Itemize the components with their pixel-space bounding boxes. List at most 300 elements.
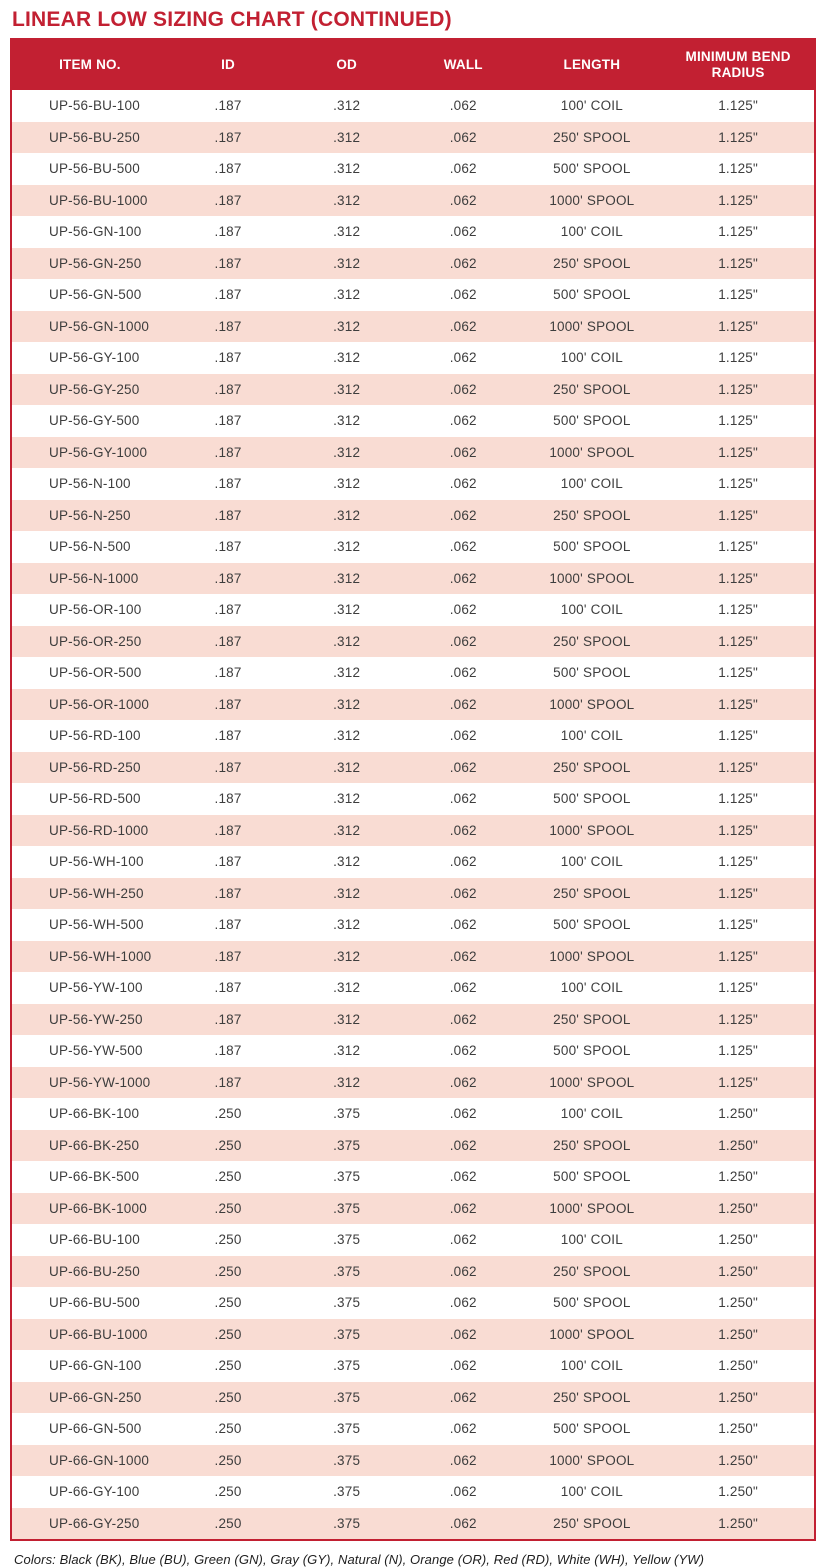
cell-radius: 1.250": [718, 1484, 758, 1500]
cell-length: 1000' SPOOL: [549, 822, 635, 838]
cell-length: 250' SPOOL: [553, 1389, 631, 1405]
cell-wall: .062: [449, 98, 477, 114]
cell-wall: .062: [449, 192, 477, 208]
cell-od: .375: [333, 1484, 361, 1500]
cell-length: 1000' SPOOL: [549, 318, 635, 334]
cell-radius: 1.125": [718, 759, 758, 775]
cell-od: .312: [333, 822, 361, 838]
cell-length: 1000' SPOOL: [549, 1326, 635, 1342]
cell-radius: 1.125": [718, 885, 758, 901]
cell-radius: 1.125": [718, 381, 758, 397]
cell-item: UP-56-BU-1000: [49, 192, 148, 208]
cell-wall: .062: [449, 1452, 477, 1468]
cell-item: UP-56-OR-1000: [49, 696, 150, 712]
cell-length: 100' COIL: [560, 602, 623, 618]
cell-length: 1000' SPOOL: [549, 1200, 635, 1216]
cell-wall: .062: [449, 413, 477, 429]
cell-id: .250: [214, 1484, 242, 1500]
cell-wall: .062: [449, 1358, 477, 1374]
cell-od: .312: [333, 381, 361, 397]
cell-item: UP-56-YW-100: [49, 980, 143, 996]
cell-id: .187: [214, 759, 242, 775]
table-row: [11, 1098, 815, 1130]
cell-id: .187: [214, 224, 242, 240]
table-row: [11, 1350, 815, 1382]
cell-length: 1000' SPOOL: [549, 696, 635, 712]
cell-length: 500' SPOOL: [553, 287, 631, 303]
table-row: [11, 311, 815, 343]
cell-id: .250: [214, 1515, 242, 1531]
cell-length: 1000' SPOOL: [549, 444, 635, 460]
table-row: [11, 1508, 815, 1541]
table-row: [11, 909, 815, 941]
cell-wall: .062: [449, 570, 477, 586]
cell-od: .312: [333, 413, 361, 429]
table-row: [11, 1319, 815, 1351]
cell-wall: .062: [449, 917, 477, 933]
cell-item: UP-66-GY-250: [49, 1515, 140, 1531]
cell-item: UP-66-BU-500: [49, 1295, 140, 1311]
sizing-table: [10, 38, 816, 1541]
cell-item: UP-56-WH-250: [49, 885, 144, 901]
cell-id: .250: [214, 1232, 242, 1248]
page-title: LINEAR LOW SIZING CHART (CONTINUED): [12, 8, 452, 31]
cell-wall: .062: [449, 161, 477, 177]
cell-length: 1000' SPOOL: [549, 1452, 635, 1468]
table-row: [11, 815, 815, 847]
cell-item: UP-56-YW-250: [49, 1011, 143, 1027]
cell-wall: .062: [449, 1043, 477, 1059]
table-header: [11, 39, 815, 90]
cell-id: .250: [214, 1295, 242, 1311]
cell-id: .250: [214, 1389, 242, 1405]
cell-od: .312: [333, 129, 361, 145]
cell-wall: .062: [449, 224, 477, 240]
cell-item: UP-56-RD-500: [49, 791, 141, 807]
cell-wall: .062: [449, 1137, 477, 1153]
cell-length: 100' COIL: [560, 1232, 623, 1248]
cell-item: UP-56-OR-100: [49, 602, 142, 618]
cell-od: .312: [333, 507, 361, 523]
cell-length: 100' COIL: [560, 224, 623, 240]
cell-item: UP-56-OR-250: [49, 633, 142, 649]
cell-id: .187: [214, 885, 242, 901]
cell-item: UP-66-BK-100: [49, 1106, 140, 1122]
cell-wall: .062: [449, 1169, 477, 1185]
cell-radius: 1.125": [718, 822, 758, 838]
cell-id: .187: [214, 350, 242, 366]
cell-wall: .062: [449, 633, 477, 649]
table-row: [11, 405, 815, 437]
cell-radius: 1.250": [718, 1232, 758, 1248]
cell-radius: 1.125": [718, 98, 758, 114]
table-row: [11, 185, 815, 217]
cell-od: .312: [333, 224, 361, 240]
cell-item: UP-66-BK-250: [49, 1137, 140, 1153]
cell-length: 250' SPOOL: [553, 885, 631, 901]
cell-length: 500' SPOOL: [553, 539, 631, 555]
cell-radius: 1.125": [718, 665, 758, 681]
table-row: [11, 90, 815, 122]
cell-id: .250: [214, 1358, 242, 1374]
table-row: [11, 122, 815, 154]
cell-length: 1000' SPOOL: [549, 570, 635, 586]
cell-radius: 1.125": [718, 570, 758, 586]
cell-id: .187: [214, 129, 242, 145]
cell-radius: 1.250": [718, 1358, 758, 1374]
cell-od: .312: [333, 980, 361, 996]
table-row: [11, 783, 815, 815]
table-row: [11, 1382, 815, 1414]
cell-radius: 1.250": [718, 1515, 758, 1531]
table-row: [11, 531, 815, 563]
cell-wall: .062: [449, 791, 477, 807]
cell-id: .187: [214, 539, 242, 555]
cell-od: .375: [333, 1389, 361, 1405]
cell-wall: .062: [449, 948, 477, 964]
cell-id: .187: [214, 1043, 242, 1059]
table-row: [11, 279, 815, 311]
table-row: [11, 972, 815, 1004]
cell-length: 250' SPOOL: [553, 633, 631, 649]
cell-item: UP-56-GY-100: [49, 350, 140, 366]
cell-item: UP-66-GY-100: [49, 1484, 140, 1500]
cell-id: .250: [214, 1169, 242, 1185]
cell-id: .250: [214, 1326, 242, 1342]
cell-radius: 1.125": [718, 980, 758, 996]
cell-wall: .062: [449, 1263, 477, 1279]
cell-wall: .062: [449, 1074, 477, 1090]
cell-od: .312: [333, 885, 361, 901]
cell-wall: .062: [449, 476, 477, 492]
cell-od: .312: [333, 1043, 361, 1059]
cell-radius: 1.250": [718, 1169, 758, 1185]
table-row: [11, 594, 815, 626]
cell-radius: 1.125": [718, 444, 758, 460]
cell-radius: 1.125": [718, 287, 758, 303]
cell-length: 100' COIL: [560, 1106, 623, 1122]
cell-id: .187: [214, 1074, 242, 1090]
cell-radius: 1.125": [718, 696, 758, 712]
cell-item: UP-56-GY-500: [49, 413, 140, 429]
cell-od: .312: [333, 728, 361, 744]
cell-length: 1000' SPOOL: [549, 192, 635, 208]
cell-item: UP-56-GN-1000: [49, 318, 150, 334]
cell-id: .187: [214, 665, 242, 681]
cell-od: .312: [333, 539, 361, 555]
cell-radius: 1.125": [718, 854, 758, 870]
cell-item: UP-56-GN-500: [49, 287, 142, 303]
cell-item: UP-66-BU-1000: [49, 1326, 148, 1342]
cell-length: 500' SPOOL: [553, 917, 631, 933]
cell-radius: 1.125": [718, 602, 758, 618]
cell-item: UP-56-RD-250: [49, 759, 141, 775]
cell-radius: 1.125": [718, 413, 758, 429]
cell-wall: .062: [449, 759, 477, 775]
cell-radius: 1.125": [718, 1043, 758, 1059]
cell-item: UP-56-GN-100: [49, 224, 142, 240]
cell-wall: .062: [449, 854, 477, 870]
cell-od: .375: [333, 1452, 361, 1468]
cell-od: .312: [333, 1074, 361, 1090]
cell-radius: 1.250": [718, 1421, 758, 1437]
cell-length: 100' COIL: [560, 98, 623, 114]
cell-length: 1000' SPOOL: [549, 1074, 635, 1090]
table-row: [11, 216, 815, 248]
cell-radius: 1.125": [718, 129, 758, 145]
table-row: [11, 563, 815, 595]
cell-wall: .062: [449, 381, 477, 397]
cell-radius: 1.250": [718, 1200, 758, 1216]
cell-item: UP-56-BU-250: [49, 129, 140, 145]
cell-length: 500' SPOOL: [553, 413, 631, 429]
cell-radius: 1.125": [718, 476, 758, 492]
cell-radius: 1.250": [718, 1326, 758, 1342]
column-header-od: OD: [288, 39, 405, 90]
cell-id: .187: [214, 444, 242, 460]
cell-wall: .062: [449, 318, 477, 334]
cell-od: .375: [333, 1137, 361, 1153]
cell-id: .187: [214, 255, 242, 271]
table-row: [11, 1035, 815, 1067]
cell-od: .312: [333, 255, 361, 271]
cell-length: 500' SPOOL: [553, 1295, 631, 1311]
cell-wall: .062: [449, 1389, 477, 1405]
cell-wall: .062: [449, 1326, 477, 1342]
table-row: [11, 689, 815, 721]
cell-id: .187: [214, 98, 242, 114]
cell-item: UP-56-OR-500: [49, 665, 142, 681]
cell-id: .187: [214, 381, 242, 397]
cell-radius: 1.125": [718, 192, 758, 208]
cell-length: 500' SPOOL: [553, 161, 631, 177]
cell-od: .312: [333, 602, 361, 618]
table-row: [11, 626, 815, 658]
table-row: [11, 1161, 815, 1193]
column-header-wall: WALL: [405, 39, 522, 90]
cell-length: 250' SPOOL: [553, 129, 631, 145]
cell-od: .375: [333, 1200, 361, 1216]
cell-item: UP-66-GN-250: [49, 1389, 142, 1405]
cell-radius: 1.125": [718, 318, 758, 334]
table-row: [11, 437, 815, 469]
cell-id: .187: [214, 948, 242, 964]
cell-id: .187: [214, 192, 242, 208]
cell-id: .250: [214, 1200, 242, 1216]
cell-od: .312: [333, 759, 361, 775]
cell-wall: .062: [449, 129, 477, 145]
table-row: [11, 468, 815, 500]
cell-od: .312: [333, 350, 361, 366]
cell-id: .187: [214, 287, 242, 303]
cell-od: .312: [333, 161, 361, 177]
cell-od: .375: [333, 1169, 361, 1185]
cell-od: .375: [333, 1358, 361, 1374]
cell-id: .250: [214, 1421, 242, 1437]
cell-od: .375: [333, 1232, 361, 1248]
cell-od: .312: [333, 476, 361, 492]
cell-item: UP-56-RD-1000: [49, 822, 149, 838]
cell-id: .187: [214, 602, 242, 618]
cell-item: UP-56-BU-500: [49, 161, 140, 177]
cell-length: 500' SPOOL: [553, 1169, 631, 1185]
column-header-item: ITEM NO.: [11, 39, 168, 90]
cell-od: .375: [333, 1263, 361, 1279]
table-row: [11, 1476, 815, 1508]
cell-wall: .062: [449, 1515, 477, 1531]
cell-length: 250' SPOOL: [553, 1263, 631, 1279]
cell-id: .250: [214, 1137, 242, 1153]
cell-length: 100' COIL: [560, 728, 623, 744]
cell-od: .312: [333, 791, 361, 807]
cell-id: .187: [214, 854, 242, 870]
cell-od: .312: [333, 948, 361, 964]
cell-od: .312: [333, 287, 361, 303]
cell-radius: 1.125": [718, 917, 758, 933]
cell-wall: .062: [449, 602, 477, 618]
cell-radius: 1.125": [718, 948, 758, 964]
table-body: [11, 90, 815, 1540]
cell-id: .187: [214, 318, 242, 334]
cell-item: UP-56-YW-500: [49, 1043, 143, 1059]
cell-od: .375: [333, 1421, 361, 1437]
cell-item: UP-66-BK-1000: [49, 1200, 147, 1216]
cell-od: .312: [333, 192, 361, 208]
table-row: [11, 342, 815, 374]
cell-wall: .062: [449, 1106, 477, 1122]
cell-id: .187: [214, 917, 242, 933]
cell-radius: 1.250": [718, 1452, 758, 1468]
table-row: [11, 1287, 815, 1319]
cell-length: 250' SPOOL: [553, 255, 631, 271]
table-row: [11, 657, 815, 689]
cell-od: .375: [333, 1515, 361, 1531]
cell-od: .312: [333, 1011, 361, 1027]
cell-length: 250' SPOOL: [553, 1515, 631, 1531]
colors-footnote: Colors: Black (BK), Blue (BU), Green (GN), Gray (GY), Natural (N), Orange (OR), Red (RD), White (WH), Yellow (YW): [14, 1552, 705, 1567]
cell-od: .375: [333, 1106, 361, 1122]
cell-item: UP-56-BU-100: [49, 98, 140, 114]
cell-length: 500' SPOOL: [553, 1421, 631, 1437]
cell-id: .250: [214, 1263, 242, 1279]
table-row: [11, 1224, 815, 1256]
cell-length: 100' COIL: [560, 1484, 623, 1500]
cell-id: .250: [214, 1106, 242, 1122]
table-row: [11, 846, 815, 878]
cell-length: 100' COIL: [560, 1358, 623, 1374]
cell-radius: 1.125": [718, 1011, 758, 1027]
cell-wall: .062: [449, 728, 477, 744]
cell-id: .187: [214, 413, 242, 429]
cell-id: .187: [214, 791, 242, 807]
cell-radius: 1.125": [718, 161, 758, 177]
table-row: [11, 1067, 815, 1099]
table-row: [11, 1004, 815, 1036]
cell-radius: 1.125": [718, 791, 758, 807]
cell-item: UP-66-GN-1000: [49, 1452, 150, 1468]
cell-wall: .062: [449, 255, 477, 271]
cell-wall: .062: [449, 444, 477, 460]
cell-wall: .062: [449, 665, 477, 681]
cell-wall: .062: [449, 350, 477, 366]
cell-id: .187: [214, 696, 242, 712]
table-row: [11, 248, 815, 280]
cell-item: UP-56-GY-1000: [49, 444, 148, 460]
cell-wall: .062: [449, 1295, 477, 1311]
cell-wall: .062: [449, 1484, 477, 1500]
cell-item: UP-56-RD-100: [49, 728, 141, 744]
table-row: [11, 941, 815, 973]
cell-length: 1000' SPOOL: [549, 948, 635, 964]
cell-wall: .062: [449, 980, 477, 996]
cell-length: 100' COIL: [560, 476, 623, 492]
column-header-id: ID: [168, 39, 289, 90]
cell-item: UP-56-WH-500: [49, 917, 144, 933]
cell-length: 100' COIL: [560, 980, 623, 996]
cell-od: .375: [333, 1295, 361, 1311]
cell-radius: 1.125": [718, 507, 758, 523]
cell-wall: .062: [449, 696, 477, 712]
cell-radius: 1.250": [718, 1106, 758, 1122]
table-row: [11, 1193, 815, 1225]
cell-radius: 1.125": [718, 255, 758, 271]
cell-item: UP-56-N-250: [49, 507, 131, 523]
cell-length: 500' SPOOL: [553, 791, 631, 807]
cell-radius: 1.125": [718, 728, 758, 744]
cell-item: UP-66-GN-500: [49, 1421, 142, 1437]
cell-od: .312: [333, 633, 361, 649]
cell-length: 500' SPOOL: [553, 665, 631, 681]
cell-item: UP-56-N-100: [49, 476, 131, 492]
cell-od: .312: [333, 444, 361, 460]
table-row: [11, 720, 815, 752]
cell-id: .187: [214, 822, 242, 838]
cell-wall: .062: [449, 507, 477, 523]
cell-item: UP-66-BK-500: [49, 1169, 140, 1185]
column-header-length: LENGTH: [522, 39, 663, 90]
cell-length: 100' COIL: [560, 854, 623, 870]
cell-radius: 1.125": [718, 1074, 758, 1090]
cell-id: .187: [214, 980, 242, 996]
cell-wall: .062: [449, 822, 477, 838]
cell-item: UP-66-BU-100: [49, 1232, 140, 1248]
table-row: [11, 374, 815, 406]
cell-od: .312: [333, 854, 361, 870]
cell-item: UP-56-WH-100: [49, 854, 144, 870]
cell-radius: 1.250": [718, 1389, 758, 1405]
cell-od: .312: [333, 318, 361, 334]
cell-wall: .062: [449, 1232, 477, 1248]
cell-radius: 1.250": [718, 1295, 758, 1311]
cell-length: 500' SPOOL: [553, 1043, 631, 1059]
cell-radius: 1.125": [718, 539, 758, 555]
cell-item: UP-56-YW-1000: [49, 1074, 151, 1090]
table-row: [11, 1256, 815, 1288]
table-header-row: [11, 39, 815, 90]
column-header-radius: MINIMUM BEND RADIUS: [662, 39, 815, 90]
cell-length: 250' SPOOL: [553, 381, 631, 397]
cell-od: .375: [333, 1326, 361, 1342]
cell-radius: 1.125": [718, 633, 758, 649]
cell-item: UP-66-GN-100: [49, 1358, 142, 1374]
cell-wall: .062: [449, 885, 477, 901]
cell-radius: 1.250": [718, 1137, 758, 1153]
table-row: [11, 1413, 815, 1445]
cell-id: .187: [214, 1011, 242, 1027]
cell-radius: 1.125": [718, 350, 758, 366]
table-row: [11, 752, 815, 784]
table-row: [11, 1130, 815, 1162]
